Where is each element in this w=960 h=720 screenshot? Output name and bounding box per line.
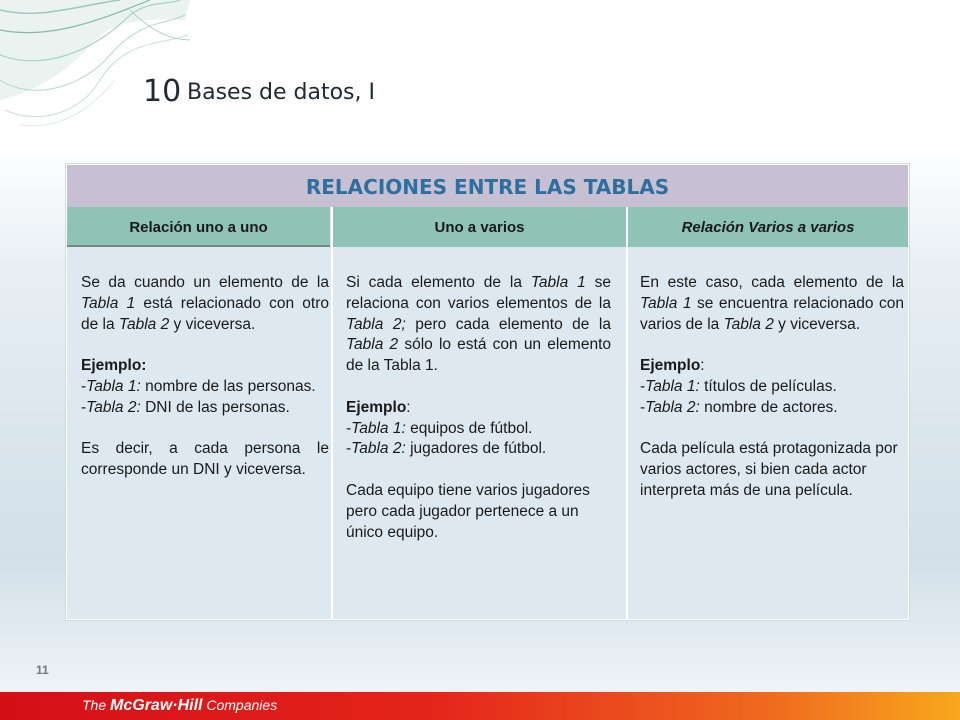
table-title: RELACIONES ENTRE LAS TABLAS: [67, 165, 908, 207]
cell-one-to-one: [81, 273, 329, 481]
example-item: -Tabla 2: jugadores de fútbol.: [346, 440, 547, 458]
decorative-swirl-graphic: [0, 0, 190, 130]
column-divider: [626, 207, 628, 619]
publisher-logo: The McGraw·Hill Companies: [82, 697, 278, 714]
example-item: -Tabla 1: equipos de fútbol.: [346, 419, 533, 437]
column-divider: [331, 207, 333, 619]
example-item: -Tabla 2: nombre de actores.: [640, 398, 838, 416]
column-header-one-to-one: Relación uno a uno: [67, 207, 330, 247]
example-heading: Ejemplo:: [81, 357, 147, 375]
cell-many-to-many: [640, 273, 904, 502]
conclusion-paragraph: Es decir, a cada persona le corresponde un DNI y viceversa.: [81, 440, 329, 479]
description-paragraph: Se da cuando un elemento de la Tabla 1 está relacionado con otro de la Tabla 2 y viceversa.: [81, 274, 329, 333]
example-item: -Tabla 1: nombre de las personas.: [81, 377, 316, 395]
relations-table: [67, 165, 908, 619]
column-header-many-to-many: Relación Varios a varios: [628, 207, 908, 247]
description-paragraph: Si cada elemento de la Tabla 1 se relaciona con varios elementos de la Tabla 2; pero cada elemento de la Tabla 2 sólo lo está con un elemento de la Tabla 1.: [346, 274, 611, 375]
example-item: -Tabla 1: títulos de películas.: [640, 377, 837, 395]
description-paragraph: En este caso, cada elemento de la Tabla 1 se encuentra relacionado con varios de la Tabla 2 y viceversa.: [640, 274, 905, 333]
example-heading: Ejemplo:: [640, 357, 705, 375]
cell-one-to-many: [346, 273, 611, 543]
footer-bar: [0, 692, 960, 720]
example-item: -Tabla 2: DNI de las personas.: [81, 398, 290, 416]
example-heading: Ejemplo:: [346, 398, 411, 416]
conclusion-paragraph: Cada película está protagonizada por varios actores, si bien cada actor interpreta más de una película.: [640, 440, 898, 499]
conclusion-paragraph: Cada equipo tiene varios jugadores pero cada jugador pertenece a un único equipo.: [346, 481, 590, 541]
column-header-one-to-many: Uno a varios: [333, 207, 626, 247]
chapter-number: 10: [143, 74, 182, 109]
chapter-title: Bases de datos, I: [187, 80, 375, 105]
page-number: 11: [36, 663, 49, 677]
